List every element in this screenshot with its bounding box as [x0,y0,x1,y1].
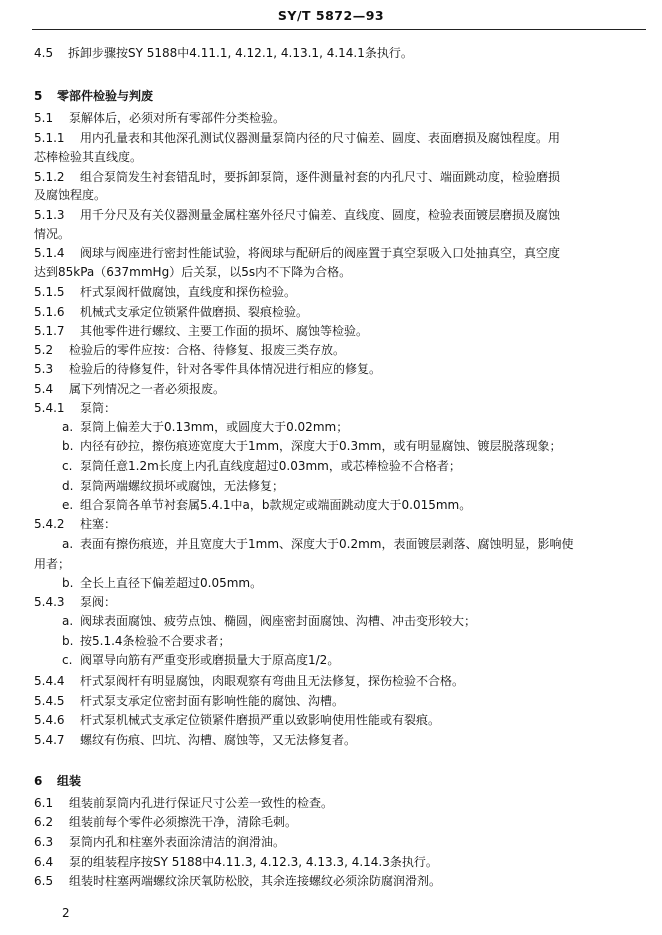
clause-number: 6.2 [34,815,54,829]
clause-number: 5.1 [34,111,54,125]
clause-number: 5.4.7 [34,733,65,747]
clause-text: 螺纹有伤痕、凹坑、沟槽、腐蚀等，又无法修复者。 [80,733,357,747]
clause-number: 4.5 [34,46,54,60]
clause-text: 表面有擦伤痕迹，并且宽度大于1mm、深度大于0.2mm，表面镀层剥落、腐蚀明显，影响使 [80,537,574,551]
clause-number: 5.4.6 [34,713,65,727]
clause-text: 组合泵筒发生衬套错乱时，要拆卸泵筒，逐件测量衬套的内孔尺寸、端面跳动度，检验磨损 [80,170,561,184]
clause-number: c. [62,459,73,473]
clause-number: 5.4.1 [34,401,65,415]
clause-text: 拆卸步骤按SY 5188中4.11.1, 4.12.1, 4.13.1, 4.14.1条执行。 [68,46,413,60]
clause-text: 泵筒任意1.2m长度上内孔直线度超过0.03mm，或芯棒检验不合格者； [80,459,461,473]
clause-number: e. [62,498,74,512]
clause-number: 6.3 [34,835,54,849]
clause-text: 柱塞： [80,517,117,531]
clause-number: 5.1.5 [34,285,65,299]
clause-text: 检验后的零件应按：合格、待修复、报废三类存放。 [69,343,346,357]
clause-text: 泵筒： [80,401,117,415]
clause-text: 杆式泵支承定位密封面有影响性能的腐蚀、沟槽。 [80,694,345,708]
clause-number: 5.4.5 [34,694,65,708]
clause-text: 阀球与阀座进行密封性能试验，将阀球与配研后的阀座置于真空泵吸入口处抽真空，真空度 [80,246,561,260]
clause-text: 泵的组装程序按SY 5188中4.11.3, 4.12.3, 4.13.3, 4.14.3条执行。 [69,855,438,869]
clause-text: 达到85kPa（637mmHg）后关泵，以5s内不下降为合格。 [34,265,352,279]
clause-text: 及腐蚀程度。 [34,188,107,202]
clause-text: 按5.1.4条检验不合要求者； [80,634,231,648]
clause-number: 5.1.3 [34,208,65,222]
clause-number: c. [62,653,73,667]
clause-text: 阀球表面腐蚀、疲劳点蚀、椭圆，阀座密封面腐蚀、沟槽、冲击变形较大； [80,614,477,628]
section-heading: 组装 [57,774,82,788]
clause-number: 5.1.4 [34,246,65,260]
clause-text: 情况。 [34,227,71,241]
clause-number: 5.1.6 [34,305,65,319]
clause-number: a. [62,420,74,434]
clause-number: a. [62,614,74,628]
header-rule [32,29,646,30]
clause-number: 6.1 [34,796,54,810]
clause-number: 5.1.7 [34,324,65,338]
clause-number: 5.4.4 [34,674,65,688]
clause-text: 泵解体后，必须对所有零部件分类检验。 [69,111,286,125]
clause-text: 杆式泵机械式支承定位锁紧件磨损严重以致影响使用性能或有裂痕。 [80,713,441,727]
clause-number: 5.3 [34,362,54,376]
clause-text: 泵筒内孔和柱塞外表面涂清洁的润滑油。 [69,835,286,849]
clause-number: 5.4 [34,382,54,396]
clause-text: 芯棒检验其直线度。 [34,150,143,164]
clause-number: a. [62,537,74,551]
clause-text: 用内孔量表和其他深孔测试仪器测量泵筒内径的尺寸偏差、圆度、表面磨损及腐蚀程度。用 [80,131,561,145]
clause-text: 属下列情况之一者必须报废。 [69,382,226,396]
clause-text: 阀罩导向筋有严重变形或磨损量大于原高度1/2。 [80,653,340,667]
clause-number: 5.1.2 [34,170,65,184]
section-heading: 零部件检验与判废 [57,89,154,103]
clause-number: 5.4.2 [34,517,65,531]
clause-number: d. [62,479,74,493]
clause-text: 用千分尺及有关仪器测量金属柱塞外径尺寸偏差、直线度、圆度，检验表面镀层磨损及腐蚀 [80,208,561,222]
clause-number: 5.2 [34,343,54,357]
clause-number: 5.1.1 [34,131,65,145]
clause-number: b. [62,439,74,453]
page-header-standard-code: SY/T 5872—93 [277,8,385,23]
clause-text: 杆式泵阀杆做腐蚀，直线度和探伤检验。 [80,285,297,299]
clause-text: 机械式支承定位锁紧件做磨损、裂痕检验。 [80,305,309,319]
clause-number: 5 [34,89,43,103]
clause-number: 6 [34,774,43,788]
clause-text: 组合泵筒各单节衬套属5.4.1中a，b款规定或端面跳动度大于0.015mm。 [80,498,472,512]
clause-number: 6.5 [34,874,54,888]
clause-number: 5.4.3 [34,595,65,609]
page-number: 2 [62,906,70,920]
clause-text: 杆式泵阀杆有明显腐蚀，肉眼观察有弯曲且无法修复，探伤检验不合格。 [80,674,465,688]
clause-text: 内径有砂拉，擦伤痕迹宽度大于1mm，深度大于0.3mm，或有明显腐蚀、镀层脱落现象； [80,439,562,453]
clause-text: 组装时柱塞两端螺纹涂厌氧防松胶，其余连接螺纹必须涂防腐润滑剂。 [69,874,442,888]
clause-text: 组装前每个零件必须擦洗干净，清除毛刺。 [69,815,298,829]
clause-number: 6.4 [34,855,54,869]
clause-text: 全长上直径下偏差超过0.05mm。 [80,576,263,590]
clause-text: 泵筒上偏差大于0.13mm，或圆度大于0.02mm； [80,420,349,434]
clause-text: 泵阀： [80,595,117,609]
clause-number: b. [62,576,74,590]
clause-text: 泵筒两端螺纹损坏或腐蚀，无法修复； [80,479,285,493]
clause-text: 用者； [34,557,71,571]
clause-number: b. [62,634,74,648]
clause-text: 组装前泵筒内孔进行保证尺寸公差一致性的检查。 [69,796,334,810]
clause-text: 其他零件进行螺纹、主要工作面的损坏、腐蚀等检验。 [80,324,369,338]
clause-text: 检验后的待修复件，针对各零件具体情况进行相应的修复。 [69,362,382,376]
